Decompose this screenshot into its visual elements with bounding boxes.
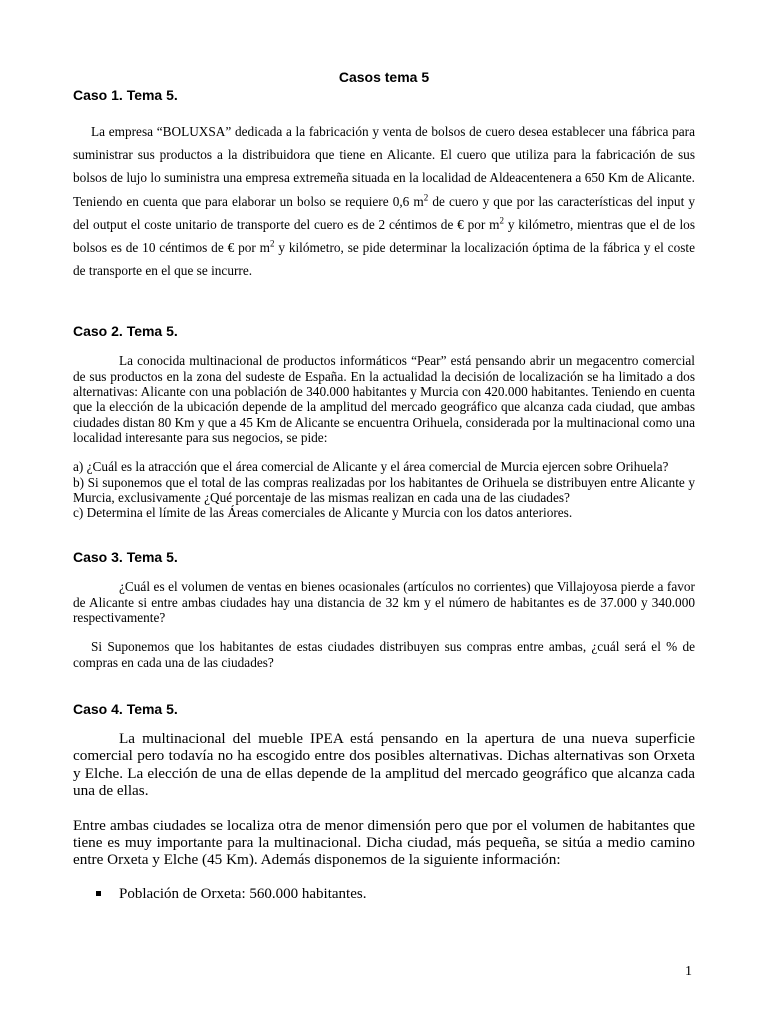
case4-heading: Caso 4. Tema 5.: [73, 700, 178, 717]
case2-question-b: b) Si suponemos que el total de las compras realizadas por los habitantes de Orihuela se distribuyen entre Alicante y Murcia, exclusivamente ¿Qué porcentaje de las mismas realizan en cada una de las ciudades?: [73, 474, 695, 505]
case2-question-a: a) ¿Cuál es la atracción que el área comercial de Alicante y el área comercial de Murcia ejercen sobre Orihuela?: [73, 459, 669, 475]
case3-heading: Caso 3. Tema 5.: [73, 549, 178, 566]
case2-question-c: c) Determina el límite de las Áreas comerciales de Alicante y Murcia con los datos anteriores.: [73, 505, 573, 521]
square-bullet-icon: [96, 891, 101, 896]
case2-heading: Caso 2. Tema 5.: [73, 323, 178, 340]
list-item: [73, 885, 695, 903]
page-number: 1: [685, 964, 692, 979]
case3-paragraph-1: ¿Cuál es el volumen de ventas en bienes ocasionales (artículos no corrientes) que Villajoyosa pierde a favor de Alicante si entre ambas ciudades hay una distancia de 32 km y el número de habitantes es de 37.000 y 340.000 respectivamente?: [73, 579, 695, 625]
case1-heading: Caso 1. Tema 5.: [73, 87, 178, 103]
case1-paragraph: La empresa “BOLUXSA” dedicada a la fabricación y venta de bolsos de cuero desea establecer una fábrica para suministrar sus productos a la distribuidora que tiene en Alicante. El cuero que utiliza para la fabricación de sus bolsos de lujo lo suministra una empresa extremeña situada en la localidad de Aldeacentenera a 650 Km de Alicante. Teniendo en cuenta que para elaborar un bolso se requiere 0,6 $m^2$ de cuero y que por las características del input y del output el coste unitario de transporte del cuero es de 2 céntimos de € por $m^2$ y kilómetro, mientras que el de los bolsos es de 10 céntimos de € por $m^2$ y kilómetro, se pide determinar la localización óptima de la fábrica y el coste de transporte en el que se incurre.: [73, 124, 696, 279]
list-item-text: Población de Orxeta: 560.000 habitantes.: [119, 885, 367, 902]
case4-paragraph-2: Entre ambas ciudades se localiza otra de menor dimensión pero que por el volumen de habitantes que tiene es muy importante para la multinacional. Dicha ciudad, más pequeña, se sitúa a medio camino entre Orxeta y Elche (45 Km). Además disponemos de la siguiente información:: [73, 816, 695, 869]
case3-paragraph-2: Si Suponemos que los habitantes de estas ciudades distribuyen sus compras entre ambas, ¿cuál será el % de compras en cada una de las ciudades?: [73, 639, 695, 670]
case4-bullet-list: [73, 885, 695, 903]
document-title: Casos tema 5: [338, 69, 430, 85]
case4-paragraph-1: La multinacional del mueble IPEA está pensando en la apertura de una nueva superficie comercial pero todavía no ha escogido entre dos posibles alternativas. Dichas alternativas son Orxeta y Elche. La elección de una de ellas depende de la amplitud del mercado geográfico que alcanza cada una de ellas.: [73, 729, 695, 800]
case2-intro: La conocida multinacional de productos informáticos “Pear” está pensando abrir un megacentro comercial de sus productos en la zona del sudeste de España. En la actualidad la decisión de localización se ha limitado a dos alternativas: Alicante con una población de 340.000 habitantes y Murcia con 420.000 habitantes. Teniendo en cuenta que la elección de la ubicación depende de la amplitud del mercado geográfico que alcanza cada ciudad, que ambas ciudades distan 80 Km y que a 45 Km de Alicante se encuentra Orihuela, considerada por la multinacional como una localidad interesante para sus negocios, se pide:: [73, 353, 695, 445]
